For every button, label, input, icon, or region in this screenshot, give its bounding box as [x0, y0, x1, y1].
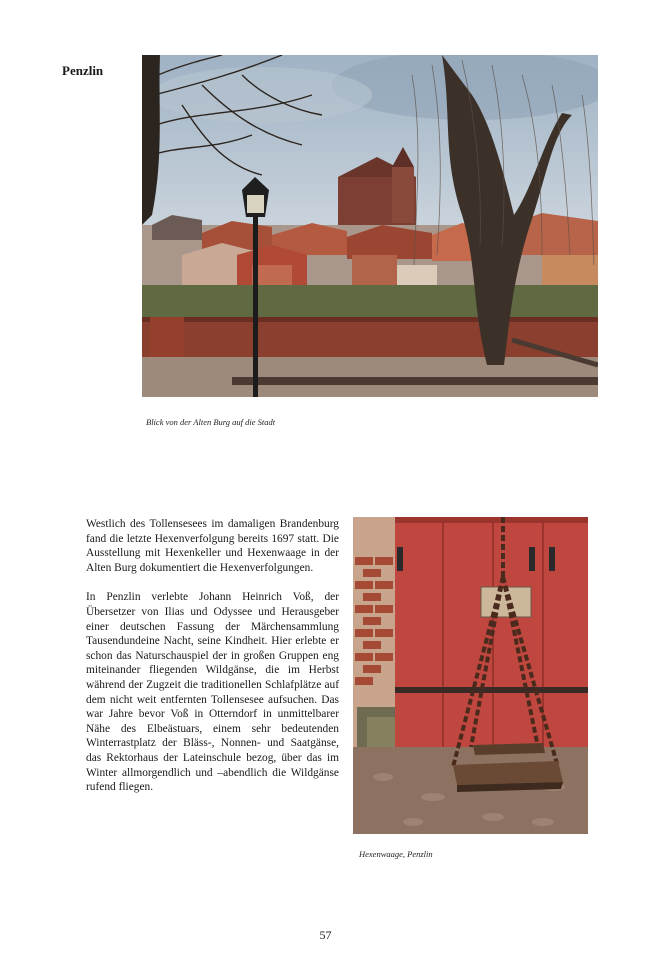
body-text	[86, 517, 339, 810]
witch-scale-photo	[353, 517, 588, 834]
town-view-photo	[142, 55, 598, 397]
paragraph-voss: In Penzlin verlebte Johann Heinrich Voß, der Übersetzer von Ilias und Odyssee und Herausgeber einer deutschen Fassung der Märchensammlung Tausendundeine Nacht, seine Kindheit. Hier erlebte er schon das Naturschauspiel der in großen Gruppen eng miteinander fliegenden Wildgänse, die im Herbst während der Zugzeit die traditionellen Schlafplätze auf dem nicht weit entfernten Tollensesee aufsuchen. Das war Jahre bevor Voß in Otterndorf in unmittelbarer Nähe des Elbeästuars, einem sehr bedeutenden Winterrastplatz der Bläss-, Nonnen- und Saatgänse, das Rektorhaus der Lateinschule bezog, über das im Winter allmorgendlich und –abendlich die Wildgänse rufend fliegen.	[86, 591, 339, 794]
photo-caption-town: Blick von der Alten Burg auf die Stadt	[146, 417, 276, 427]
section-heading: Penzlin	[62, 63, 104, 78]
paragraph-witch-hunt: Westlich des Tollensesees im damaligen Brandenburg fand die letzte Hexenverfolgung bereits 1697 statt. Die Ausstellung mit Hexenkeller und Hexenwaage in der Alten Burg dokumentiert die Hexenverfolgungen.	[86, 518, 339, 574]
page-number: 57	[319, 928, 332, 942]
photo-caption-witch-scale: Hexenwaage, Penzlin	[359, 849, 433, 859]
